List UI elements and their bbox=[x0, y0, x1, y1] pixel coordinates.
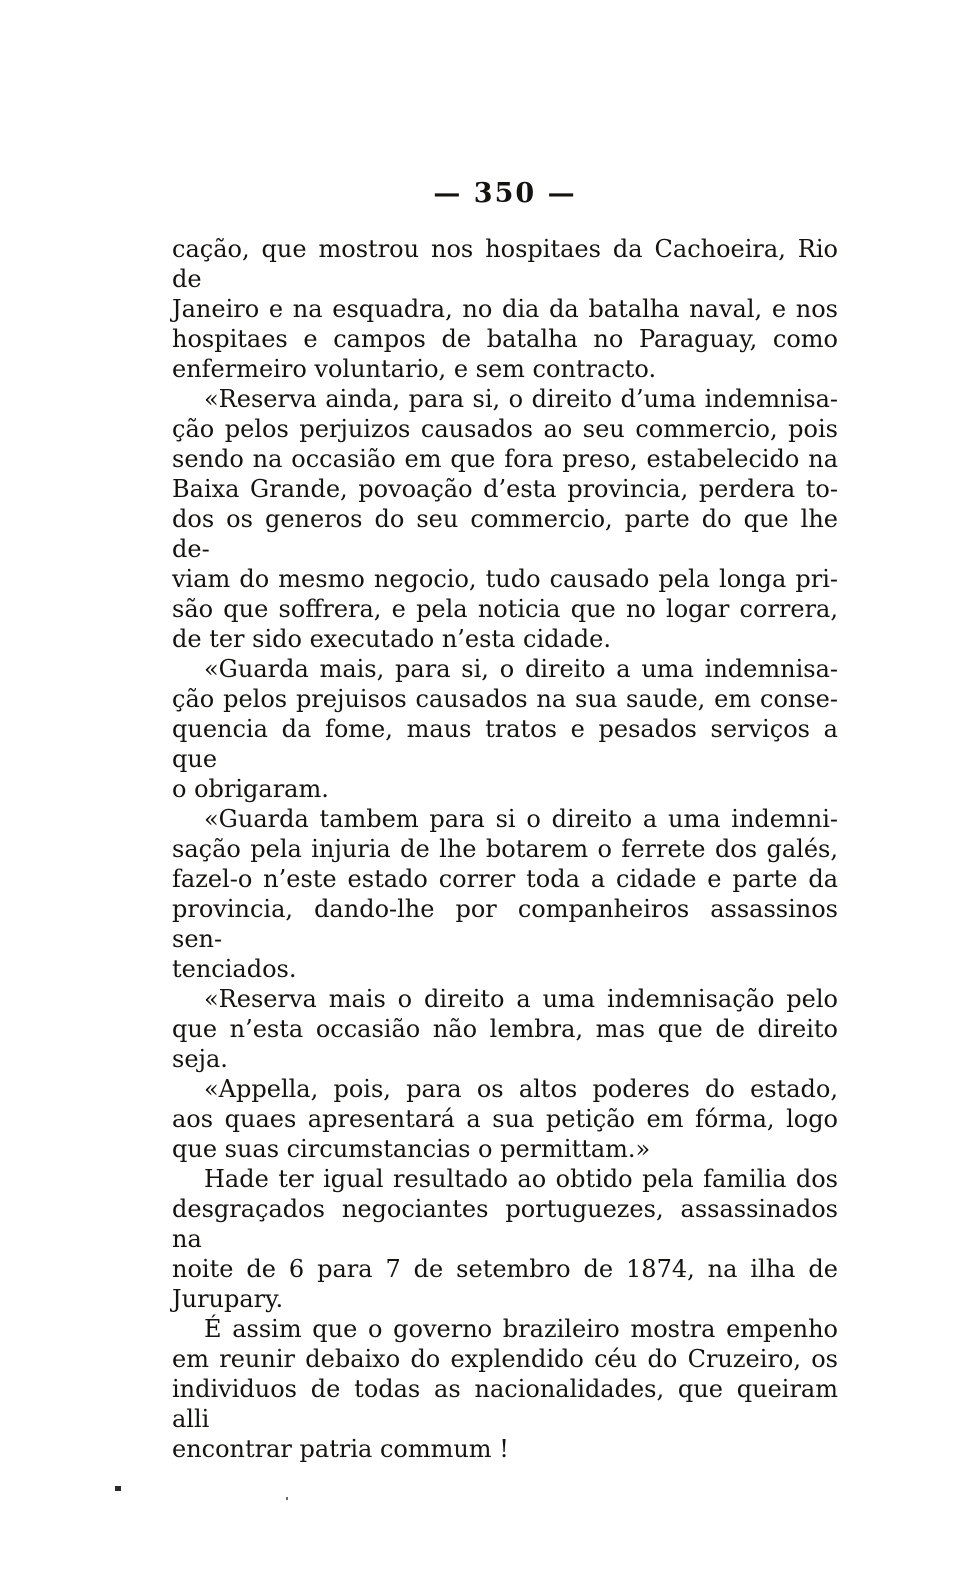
text-line: Baixa Grande, povoação d’esta provincia, perdera to- bbox=[172, 475, 838, 503]
text-line: desgraçados negociantes portuguezes, assassinados na bbox=[172, 1195, 838, 1253]
text-line: dos os generos do seu commercio, parte do que lhe de- bbox=[172, 505, 838, 563]
text-line: em reunir debaixo do explendido céu do Cruzeiro, os bbox=[172, 1345, 838, 1373]
text-line: fazel-o n’este estado correr toda a cidade e parte da bbox=[172, 865, 838, 893]
text-line: «Reserva mais o direito a uma indemnisação pelo bbox=[204, 985, 838, 1013]
page-body bbox=[172, 234, 838, 1464]
text-line: encontrar patria commum ! bbox=[172, 1435, 509, 1463]
text-line: sação pela injuria de lhe botarem o ferrete dos galés, bbox=[172, 835, 838, 863]
text-line: são que soffrera, e pela noticia que no logar correra, bbox=[172, 595, 838, 623]
text-line: individuos de todas as nacionalidades, que queiram alli bbox=[172, 1375, 838, 1433]
text-line: viam do mesmo negocio, tudo causado pela longa pri- bbox=[172, 565, 838, 593]
paragraph bbox=[172, 804, 838, 984]
ink-speck bbox=[286, 1497, 288, 1500]
text-line: «Reserva ainda, para si, o direito d’uma indemnisa- bbox=[204, 385, 838, 413]
text-line: de ter sido executado n’esta cidade. bbox=[172, 625, 611, 653]
page-number: — 350 — bbox=[433, 178, 577, 209]
text-line: noite de 6 para 7 de setembro de 1874, na ilha de bbox=[172, 1255, 838, 1283]
text-line: Jurupary. bbox=[172, 1285, 284, 1313]
paragraph bbox=[172, 234, 838, 384]
text-line: enfermeiro voluntario, e sem contracto. bbox=[172, 355, 657, 383]
paragraph bbox=[172, 1164, 838, 1314]
text-line: hospitaes e campos de batalha no Paraguay, como bbox=[172, 325, 838, 353]
text-line: seja. bbox=[172, 1045, 228, 1073]
text-line: É assim que o governo brazileiro mostra empenho bbox=[204, 1315, 838, 1343]
text-line: aos quaes apresentará a sua petição em fórma, logo bbox=[172, 1105, 838, 1133]
text-line: o obrigaram. bbox=[172, 775, 329, 803]
ink-speck bbox=[115, 1486, 121, 1491]
text-line: quencia da fome, maus tratos e pesados serviços a que bbox=[172, 715, 838, 773]
paragraph bbox=[172, 1074, 838, 1164]
paragraph bbox=[172, 654, 838, 804]
text-line: que suas circumstancias o permittam.» bbox=[172, 1135, 651, 1163]
paragraph bbox=[172, 384, 838, 654]
text-line: sendo na occasião em que fora preso, estabelecido na bbox=[172, 445, 838, 473]
text-line: ção pelos perjuizos causados ao seu commercio, pois bbox=[172, 415, 838, 443]
text-line: ção pelos prejuisos causados na sua saude, em conse- bbox=[172, 685, 838, 713]
text-line: «Appella, pois, para os altos poderes do estado, bbox=[204, 1075, 838, 1103]
paragraph bbox=[172, 1314, 838, 1464]
text-line: que n’esta occasião não lembra, mas que de direito bbox=[172, 1015, 838, 1043]
text-line: «Guarda tambem para si o direito a uma indemni- bbox=[204, 805, 838, 833]
paragraph bbox=[172, 984, 838, 1074]
text-line: tenciados. bbox=[172, 955, 297, 983]
text-line: Janeiro e na esquadra, no dia da batalha naval, e nos bbox=[172, 295, 838, 323]
text-line: «Guarda mais, para si, o direito a uma indemnisa- bbox=[204, 655, 838, 683]
text-line: cação, que mostrou nos hospitaes da Cachoeira, Rio de bbox=[172, 235, 838, 293]
text-line: Hade ter igual resultado ao obtido pela familia dos bbox=[204, 1165, 838, 1193]
text-line: provincia, dando-lhe por companheiros assassinos sen- bbox=[172, 895, 838, 953]
